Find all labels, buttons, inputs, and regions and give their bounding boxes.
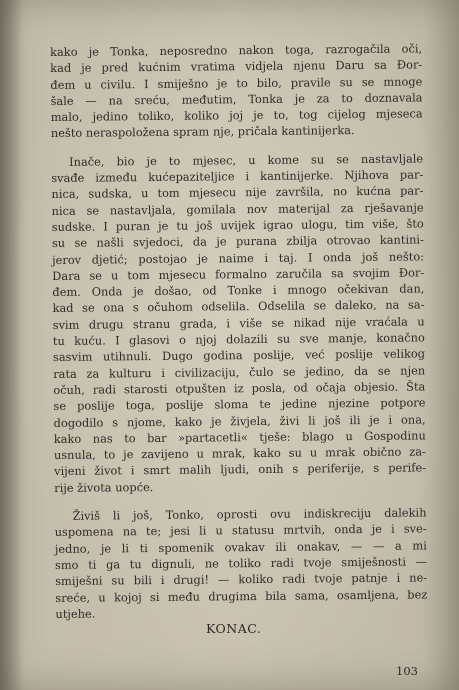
- text-line: utjehe.: [55, 606, 96, 621]
- paragraph-2: [51, 150, 426, 496]
- text-line: očuh, radi starosti otpušten iz posla, od očaja objesio. Šta: [53, 379, 426, 397]
- text-line: smo ti ga tu dignuli, ne toliko radi tvoje smiješnosti —: [54, 554, 428, 572]
- text-line: sreće, u kojoj si među drugima bila sama, osamljena, bez: [55, 586, 428, 605]
- text-line: usnula, to je zavijeno u mrak, kako su u mrak obično za-: [53, 444, 426, 463]
- text-line: svađe između kućepaziteljice i kantinijerke. Njihova par-: [51, 167, 424, 186]
- text-line: kad je pred kućnim vratima vidjela njenu Daru sa Đor-: [50, 57, 423, 76]
- text-line: kako nas to bar »partacetli« tješe: blago u Gospodinu: [53, 428, 426, 446]
- text-line: svim drugu stranu grada, i više se nikad nije vraćala u: [52, 314, 425, 332]
- text-line: se poslije toga, poslije sloma te jedine njezine potpore: [53, 395, 426, 414]
- text-line: nešto neraspoložena spram nje, pričala kantinijerka.: [50, 123, 355, 141]
- text-line: sudske. I puran je tu još uvijek igrao ulogu, tim više, što: [51, 216, 424, 234]
- text-line: nica se nastavljala, gomilala nov materijal za rješavanje: [51, 200, 424, 218]
- body-text: [50, 40, 428, 634]
- text-line: rije života uopće.: [54, 479, 154, 495]
- text-line: jerov djetić; postojao je naime i taj. I onda još nešto:: [52, 248, 425, 267]
- text-line: vijeni život i smrt malih ljudi, onih s periferije, s perife-: [54, 460, 427, 479]
- ending-heading: KONAC.: [206, 621, 262, 636]
- paragraph-3: [54, 504, 427, 622]
- text-line: Živiš li još, Tonko, oprosti ovu indiskreciju dalekih: [72, 505, 427, 523]
- paragraph-1: [50, 40, 423, 141]
- text-line: Inače, bio je to mjesec, u kome su se nastavljale: [69, 151, 424, 169]
- text-line: sasvim utihnuli. Dugo godina poslije, već poslije velikog: [52, 346, 426, 365]
- text-line: uspomena na te; jesi li u statusu mrtvih, onda je i sve-: [54, 521, 427, 540]
- text-line: tu kuću. I glasovi o njoj dolazili su sve manje, konačno: [52, 330, 425, 349]
- text-line: malo, jedino toliko, koliko joj je to, tog cijelog mjeseca: [50, 106, 423, 125]
- text-line: jedno, je li ti spomenik ovakav ili onakav, — — a mi: [54, 538, 427, 556]
- text-line: smiješni su bili i drugi! — koliko radi tvoje patnje i ne-: [55, 570, 428, 589]
- text-line: Dara se u tom mjesecu formalno zaručila sa svojim Đor-: [52, 265, 425, 283]
- text-line: kad se ona s očuhom odselila. Odselila se daleko, na sa-: [52, 297, 425, 316]
- text-line: đem u civilu. I smiješno je to bilo, pravile su se mnoge: [50, 74, 423, 92]
- text-line: đem. Onda je došao, od Tonke i mnogo očekivan dan,: [52, 281, 425, 300]
- text-line: nica, sudska, u tom mjesecu nije završila, no kućna par-: [51, 183, 424, 202]
- text-line: šale — na sreću, međutim, Tonka je za to doznavala: [50, 90, 423, 108]
- text-line: su se našli svjedoci, da je purana zbilja otrovao kantini-: [51, 232, 424, 251]
- text-line: kako je Tonka, neposredno nakon toga, razrogačila oči,: [50, 41, 423, 59]
- text-line: rata za kulturu i civilizaciju, čulo se jedino, da se njen: [53, 363, 426, 381]
- text-line: dogodilo s njome, kako je živjela, živi li još ili je i ona,: [53, 411, 426, 430]
- page-number: 103: [396, 664, 418, 678]
